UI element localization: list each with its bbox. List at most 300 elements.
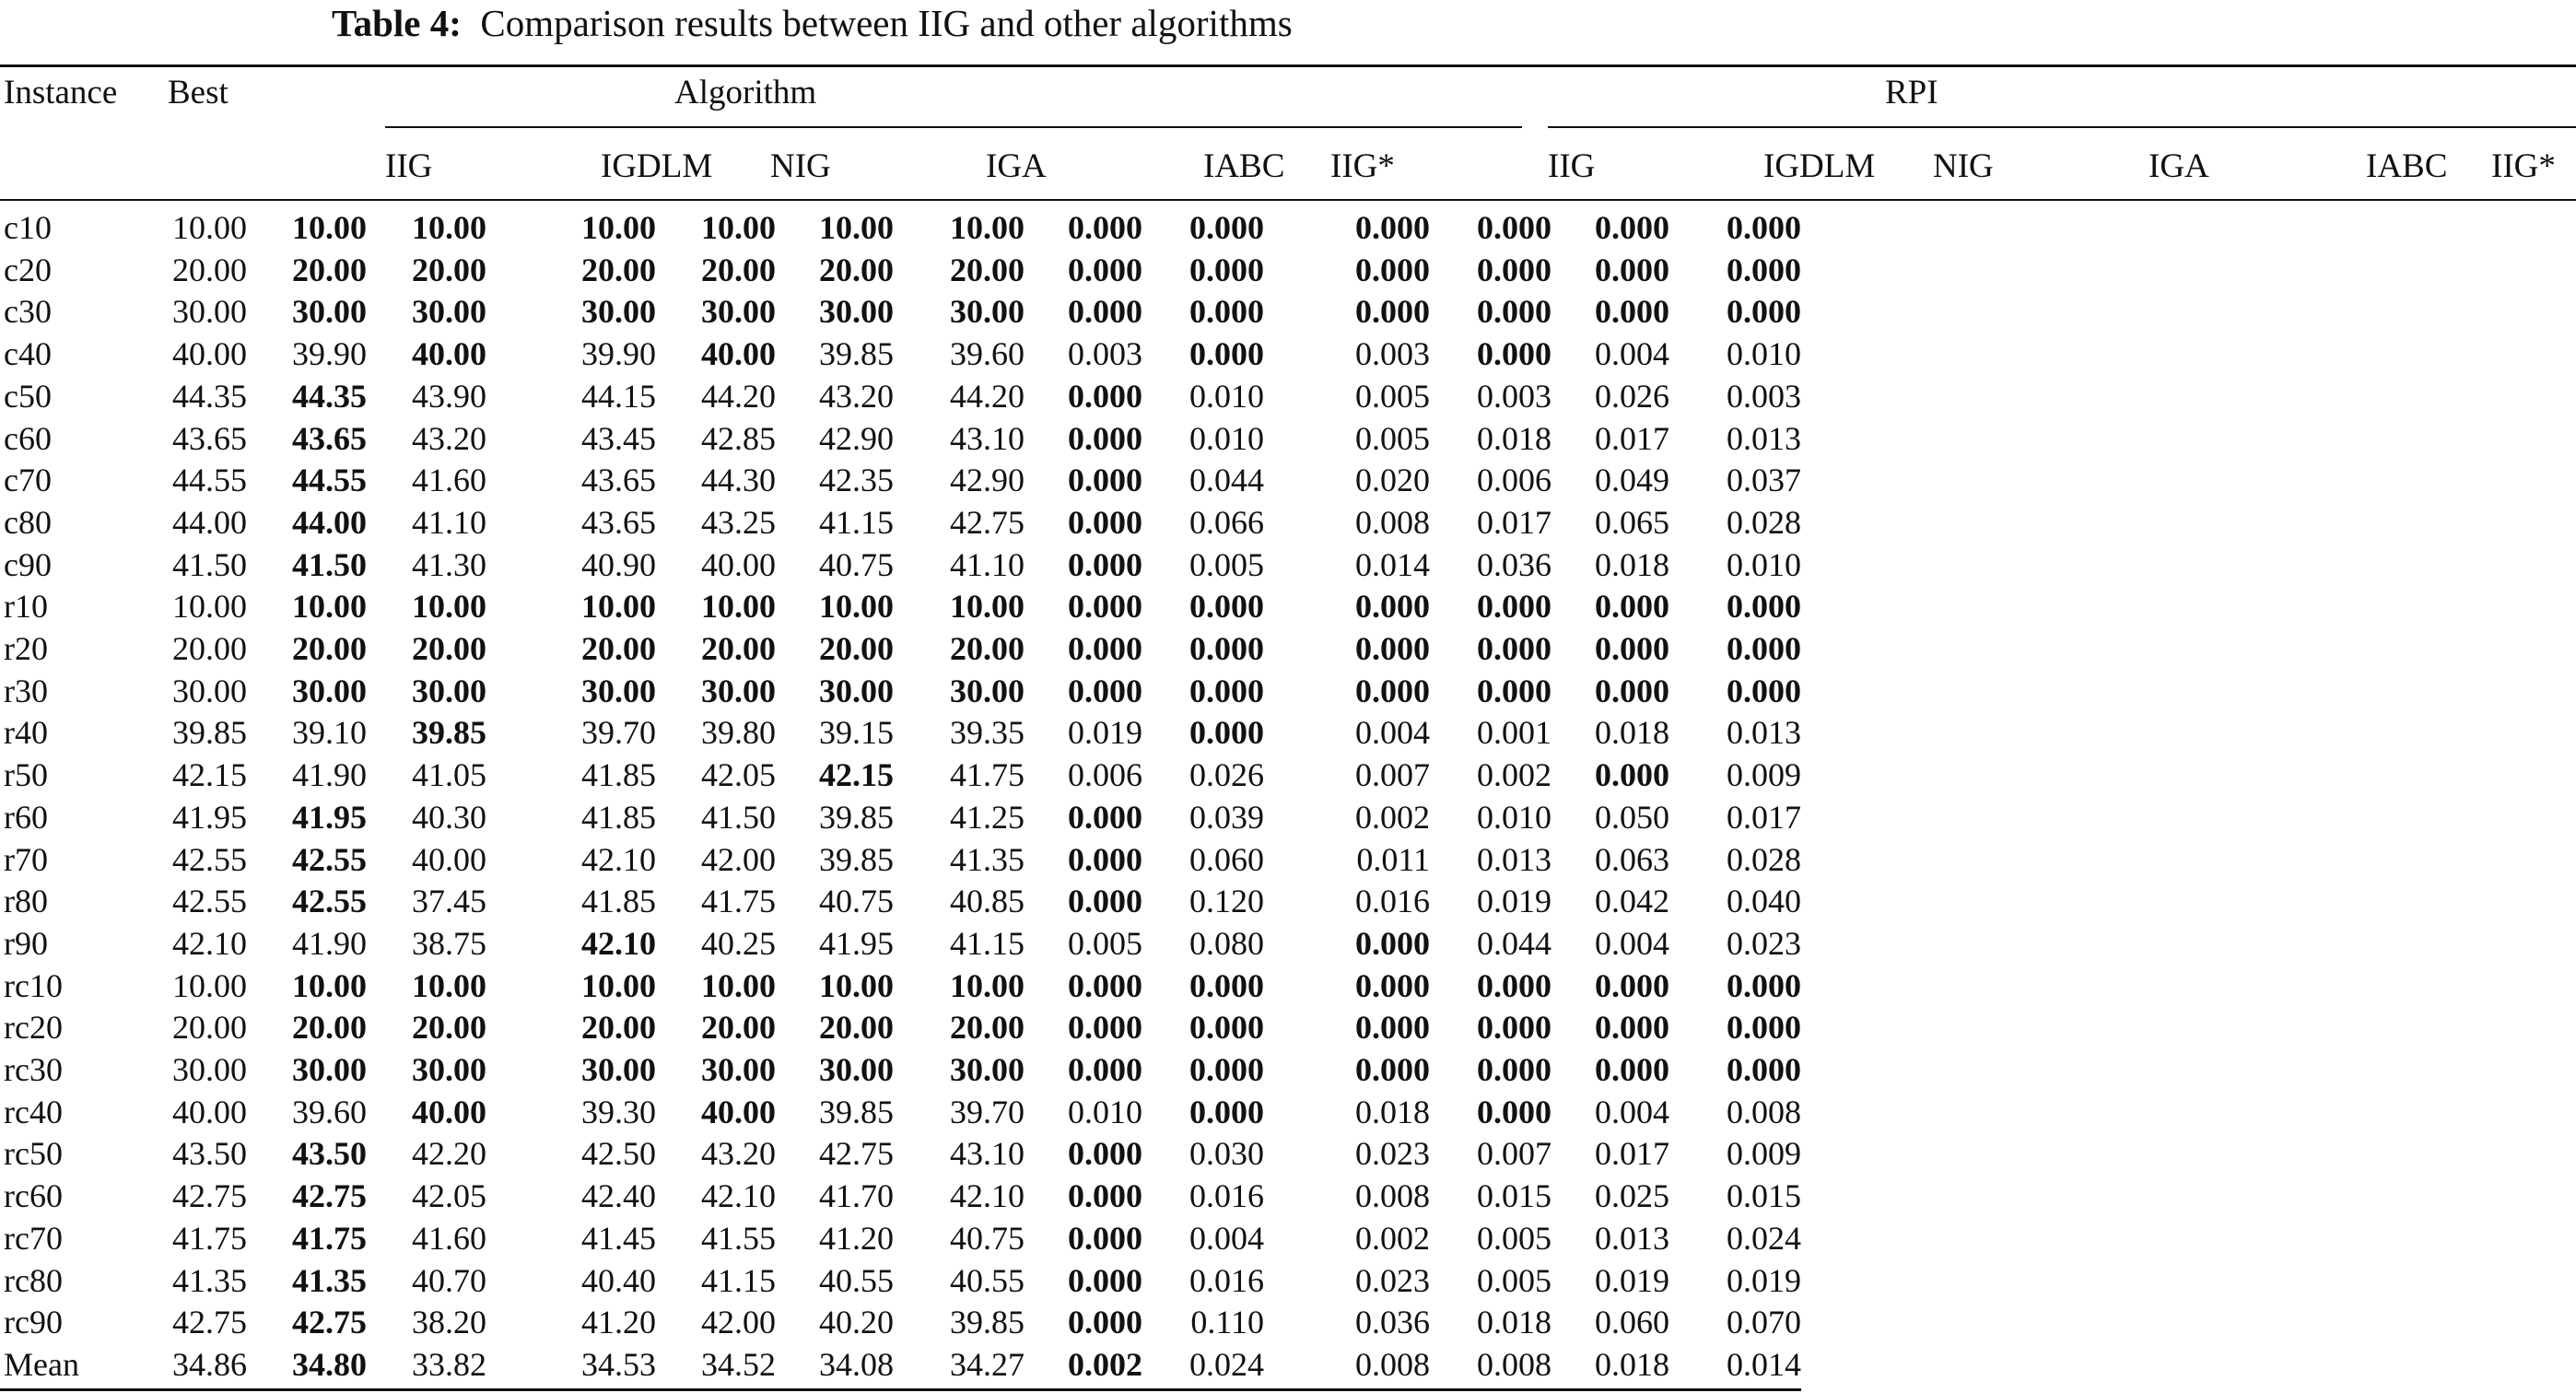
table-cell: 0.000 [1477, 967, 1551, 1004]
table-cell: 34.52 [701, 1346, 776, 1383]
table-cell: 20.00 [819, 252, 894, 288]
table-cell: 0.007 [1355, 756, 1430, 793]
table-cell: 20.00 [701, 252, 776, 288]
table-cell: 42.00 [701, 841, 776, 878]
table-cell: 44.55 [172, 462, 247, 498]
table-cell: 0.040 [1727, 883, 1801, 919]
row-instance-name: c50 [4, 378, 52, 415]
table-cell: 20.00 [950, 1009, 1025, 1046]
table-cell: 0.004 [1595, 1094, 1669, 1130]
table-cell: 39.85 [819, 841, 894, 878]
table-cell: 0.003 [1727, 378, 1801, 415]
table-cell: 41.75 [701, 883, 776, 919]
table-cell: 0.000 [1727, 588, 1801, 625]
table-cell: 0.000 [1727, 1051, 1801, 1088]
table-cell: 40.85 [950, 883, 1025, 919]
table-cell: 40.00 [701, 335, 776, 372]
table-cell: 38.20 [412, 1304, 486, 1340]
table-cell: 44.00 [172, 504, 247, 541]
table-cell: 0.050 [1595, 799, 1669, 836]
table-cell: 39.85 [819, 335, 894, 372]
table-cell: 42.55 [292, 841, 367, 878]
table-cell: 42.55 [292, 883, 367, 919]
table-cell: 0.000 [1355, 967, 1430, 1004]
table-cell: 10.00 [292, 967, 367, 1004]
table-cell: 10.00 [819, 588, 894, 625]
table-cell: 0.005 [1477, 1220, 1551, 1257]
table-cell: 39.10 [292, 714, 367, 751]
table-cell: 43.65 [292, 420, 367, 457]
table-cell: 39.85 [819, 1094, 894, 1130]
table-cell: 0.000 [1595, 252, 1669, 288]
table-cell: 0.016 [1189, 1177, 1264, 1214]
table-cell: 10.00 [581, 967, 656, 1004]
row-instance-name: r90 [4, 925, 48, 962]
table-cell: 39.80 [701, 714, 776, 751]
table-cell: 20.00 [292, 252, 367, 288]
table-cell: 40.90 [581, 546, 656, 583]
row-instance-name: rc80 [4, 1262, 63, 1299]
row-instance-name: rc50 [4, 1135, 63, 1172]
row-instance-name: rc20 [4, 1009, 63, 1046]
table-cell: 10.00 [581, 209, 656, 246]
table-cell: 20.00 [412, 1009, 486, 1046]
table-cell: 42.00 [701, 1304, 776, 1340]
table-cell: 30.00 [581, 293, 656, 330]
table-cell: 10.00 [412, 209, 486, 246]
table-cell: 40.00 [412, 335, 486, 372]
table-cell: 0.000 [1355, 925, 1430, 962]
table-cell: 34.53 [581, 1346, 656, 1383]
table-cell: 0.004 [1355, 714, 1430, 751]
table-cell: 41.60 [412, 1220, 486, 1257]
table-cell: 44.35 [172, 378, 247, 415]
table-cell: 0.000 [1477, 630, 1551, 667]
table-cell: 20.00 [292, 630, 367, 667]
table-cell: 37.45 [412, 883, 486, 919]
table-cell: 0.002 [1355, 799, 1430, 836]
table-cell: 41.90 [292, 925, 367, 962]
table-cell: 0.017 [1595, 420, 1669, 457]
bottom-rule [0, 1388, 1801, 1391]
table-cell: 0.000 [1355, 588, 1430, 625]
row-instance-name: rc40 [4, 1094, 63, 1130]
table-cell: 42.10 [172, 925, 247, 962]
header-algorithm-iabc: IABC [1203, 147, 1285, 185]
table-cell: 41.50 [292, 546, 367, 583]
table-cell: 0.000 [1068, 420, 1142, 457]
table-cell: 0.013 [1477, 841, 1551, 878]
header-rpi-igdlm: IGDLM [1763, 147, 1876, 185]
table-cell: 0.023 [1355, 1262, 1430, 1299]
table-cell: 34.27 [950, 1346, 1025, 1383]
table-cell: 0.013 [1727, 420, 1801, 457]
table-cell: 40.00 [172, 1094, 247, 1130]
table-cell: 43.20 [819, 378, 894, 415]
table-cell: 10.00 [172, 967, 247, 1004]
table-cell: 40.55 [819, 1262, 894, 1299]
table-cell: 39.85 [819, 799, 894, 836]
table-cell: 41.50 [701, 799, 776, 836]
table-cell: 20.00 [412, 630, 486, 667]
table-cell: 41.15 [950, 925, 1025, 962]
table-cell: 10.00 [950, 588, 1025, 625]
table-cell: 41.05 [412, 756, 486, 793]
table-cell: 42.40 [581, 1177, 656, 1214]
header-rpi-group: RPI [1885, 74, 1938, 111]
table-cell: 20.00 [172, 252, 247, 288]
table-cell: 0.000 [1477, 252, 1551, 288]
row-instance-name: r10 [4, 588, 48, 625]
table-cell: 0.003 [1355, 335, 1430, 372]
table-cell: 43.20 [701, 1135, 776, 1172]
table-cell: 41.85 [581, 799, 656, 836]
table-cell: 0.024 [1189, 1346, 1264, 1383]
table-cell: 42.20 [412, 1135, 486, 1172]
table-cell: 0.002 [1068, 1346, 1142, 1383]
table-cell: 0.000 [1189, 335, 1264, 372]
table-cell: 41.70 [819, 1177, 894, 1214]
table-cell: 0.000 [1189, 588, 1264, 625]
table-cell: 0.000 [1068, 841, 1142, 878]
table-cell: 41.85 [581, 883, 656, 919]
table-cell: 10.00 [412, 967, 486, 1004]
table-cell: 30.00 [292, 1051, 367, 1088]
table-cell: 0.000 [1595, 967, 1669, 1004]
table-cell: 0.005 [1068, 925, 1142, 962]
table-cell: 30.00 [172, 673, 247, 709]
row-instance-name: rc70 [4, 1220, 63, 1257]
table-cell: 0.016 [1189, 1262, 1264, 1299]
table-cell: 42.55 [172, 883, 247, 919]
row-instance-name: r80 [4, 883, 48, 919]
table-cell: 42.05 [701, 756, 776, 793]
table-cell: 10.00 [819, 209, 894, 246]
table-cell: 40.30 [412, 799, 486, 836]
table-cell: 44.55 [292, 462, 367, 498]
table-cell: 44.35 [292, 378, 367, 415]
table-cell: 41.75 [292, 1220, 367, 1257]
table-cell: 0.030 [1189, 1135, 1264, 1172]
header-algorithm-nig: NIG [770, 147, 831, 185]
table-cell: 10.00 [292, 588, 367, 625]
table-cell: 43.65 [581, 462, 656, 498]
header-instance: Instance [4, 74, 118, 111]
table-cell: 0.000 [1477, 209, 1551, 246]
table-cell: 42.10 [950, 1177, 1025, 1214]
table-cell: 30.00 [292, 673, 367, 709]
table-cell: 41.50 [172, 546, 247, 583]
table-cell: 20.00 [172, 1009, 247, 1046]
header-rpi-iig-star: IIG* [2491, 147, 2556, 185]
table-cell: 40.75 [950, 1220, 1025, 1257]
top-rule [0, 64, 2576, 67]
table-cell: 0.019 [1727, 1262, 1801, 1299]
table-cell: 10.00 [581, 588, 656, 625]
table-caption [332, 0, 1293, 46]
table-cell: 0.000 [1068, 1304, 1142, 1340]
table-cell: 30.00 [412, 1051, 486, 1088]
row-instance-name: rc30 [4, 1051, 63, 1088]
table-cell: 0.000 [1189, 209, 1264, 246]
table-cell: 42.35 [819, 462, 894, 498]
table-cell: 20.00 [950, 630, 1025, 667]
table-cell: 30.00 [412, 673, 486, 709]
table-cell: 0.010 [1068, 1094, 1142, 1130]
table-cell: 0.018 [1595, 714, 1669, 751]
table-cell: 0.000 [1727, 252, 1801, 288]
table-cell: 0.018 [1477, 1304, 1551, 1340]
table-cell: 0.000 [1355, 293, 1430, 330]
table-cell: 0.010 [1727, 546, 1801, 583]
table-cell: 0.000 [1477, 335, 1551, 372]
header-rule [0, 199, 2576, 201]
table-cell: 39.85 [412, 714, 486, 751]
table-cell: 0.000 [1477, 1094, 1551, 1130]
table-cell: 43.50 [172, 1135, 247, 1172]
table-cell: 0.039 [1189, 799, 1264, 836]
table-cell: 0.000 [1068, 1220, 1142, 1257]
table-cell: 20.00 [701, 630, 776, 667]
table-cell: 0.005 [1477, 1262, 1551, 1299]
table-cell: 40.40 [581, 1262, 656, 1299]
table-cell: 0.000 [1727, 630, 1801, 667]
table-cell: 0.002 [1477, 756, 1551, 793]
table-cell: 34.80 [292, 1346, 367, 1383]
table-cell: 0.036 [1355, 1304, 1430, 1340]
table-cell: 0.000 [1068, 462, 1142, 498]
table-cell: 42.75 [172, 1177, 247, 1214]
table-cell: 38.75 [412, 925, 486, 962]
header-rpi-iga: IGA [2149, 147, 2209, 185]
table-cell: 42.05 [412, 1177, 486, 1214]
table-cell: 0.000 [1355, 1009, 1430, 1046]
table-cell: 0.000 [1477, 588, 1551, 625]
table-cell: 10.00 [950, 209, 1025, 246]
table-cell: 43.10 [950, 420, 1025, 457]
table-cell: 42.90 [819, 420, 894, 457]
header-algorithm-group: Algorithm [674, 74, 817, 111]
table-cell: 39.70 [950, 1094, 1025, 1130]
table-caption-text: Comparison results between IIG and other algorithms [480, 2, 1293, 44]
table-cell: 0.010 [1189, 420, 1264, 457]
table-cell: 41.15 [701, 1262, 776, 1299]
table-cell: 0.000 [1727, 1009, 1801, 1046]
table-cell: 40.00 [412, 841, 486, 878]
table-cell: 30.00 [292, 293, 367, 330]
table-cell: 0.011 [1356, 841, 1430, 878]
table-cell: 39.15 [819, 714, 894, 751]
table-cell: 0.026 [1595, 378, 1669, 415]
table-cell: 0.017 [1727, 799, 1801, 836]
table-cell: 0.008 [1355, 504, 1430, 541]
row-instance-name: c80 [4, 504, 52, 541]
table-cell: 0.049 [1595, 462, 1669, 498]
table-cell: 30.00 [819, 1051, 894, 1088]
table-cell: 40.75 [819, 883, 894, 919]
table-cell: 41.95 [819, 925, 894, 962]
table-cell: 30.00 [950, 1051, 1025, 1088]
table-cell: 0.120 [1189, 883, 1264, 919]
table-cell: 0.000 [1727, 209, 1801, 246]
header-algorithm-iga: IGA [986, 147, 1047, 185]
table-cell: 42.90 [950, 462, 1025, 498]
table-cell: 0.000 [1068, 293, 1142, 330]
table-cell: 0.025 [1595, 1177, 1669, 1214]
row-instance-name: r20 [4, 630, 48, 667]
table-cell: 0.063 [1595, 841, 1669, 878]
table-cell: 42.50 [581, 1135, 656, 1172]
table-cell: 44.00 [292, 504, 367, 541]
table-cell: 0.000 [1189, 630, 1264, 667]
table-cell: 42.75 [292, 1177, 367, 1214]
table-cell: 43.65 [581, 504, 656, 541]
table-cell: 0.000 [1068, 1262, 1142, 1299]
table-cell: 42.10 [581, 841, 656, 878]
table-cell: 0.014 [1727, 1346, 1801, 1383]
table-cell: 0.024 [1727, 1220, 1801, 1257]
table-cell: 20.00 [581, 630, 656, 667]
header-algorithm-igdlm: IGDLM [601, 147, 713, 185]
table-cell: 0.008 [1727, 1094, 1801, 1130]
row-instance-name: c60 [4, 420, 52, 457]
table-cell: 0.005 [1355, 420, 1430, 457]
table-cell: 44.20 [950, 378, 1025, 415]
table-cell: 40.75 [819, 546, 894, 583]
table-cell: 42.75 [292, 1304, 367, 1340]
table-cell: 0.000 [1355, 252, 1430, 288]
table-cell: 0.028 [1727, 841, 1801, 878]
table-cell: 39.70 [581, 714, 656, 751]
table-cell: 42.10 [581, 925, 656, 962]
row-instance-name: r30 [4, 673, 48, 709]
table-cell: 0.000 [1189, 714, 1264, 751]
table-cell: 0.019 [1068, 714, 1142, 751]
table-cell: 20.00 [950, 252, 1025, 288]
table-cell: 0.000 [1189, 252, 1264, 288]
table-cell: 41.35 [292, 1262, 367, 1299]
table-cell: 34.86 [172, 1346, 247, 1383]
table-cell: 0.019 [1477, 883, 1551, 919]
table-cell: 42.75 [950, 504, 1025, 541]
table-cell: 0.026 [1189, 756, 1264, 793]
table-cell: 20.00 [819, 630, 894, 667]
table-cell: 30.00 [701, 1051, 776, 1088]
table-cell: 0.000 [1068, 504, 1142, 541]
table-cell: 0.008 [1355, 1346, 1430, 1383]
table-cell: 10.00 [172, 588, 247, 625]
table-cell: 42.75 [172, 1304, 247, 1340]
table-cell: 0.005 [1355, 378, 1430, 415]
table-cell: 0.000 [1068, 967, 1142, 1004]
table-cell: 43.90 [412, 378, 486, 415]
table-cell: 0.008 [1477, 1346, 1551, 1383]
table-cell: 39.85 [172, 714, 247, 751]
row-instance-name: r60 [4, 799, 48, 836]
table-cell: 42.15 [819, 756, 894, 793]
table-cell: 10.00 [819, 967, 894, 1004]
table-cell: 0.000 [1477, 1009, 1551, 1046]
table-cell: 41.75 [950, 756, 1025, 793]
table-cell: 0.001 [1477, 714, 1551, 751]
table-cell: 0.044 [1189, 462, 1264, 498]
table-cell: 43.45 [581, 420, 656, 457]
table-cell: 0.000 [1355, 630, 1430, 667]
table-cell: 0.066 [1189, 504, 1264, 541]
row-instance-name: c70 [4, 462, 52, 498]
row-instance-name: r40 [4, 714, 48, 751]
table-cell: 0.037 [1727, 462, 1801, 498]
table-cell: 0.008 [1355, 1177, 1430, 1214]
table-cell: 0.042 [1595, 883, 1669, 919]
table-cell: 0.002 [1355, 1220, 1430, 1257]
row-instance-name: r70 [4, 841, 48, 878]
table-cell: 40.00 [412, 1094, 486, 1130]
row-instance-name: c20 [4, 252, 52, 288]
table-cell: 0.000 [1068, 1051, 1142, 1088]
table-cell: 0.000 [1595, 1009, 1669, 1046]
table-cell: 0.000 [1068, 378, 1142, 415]
table-cell: 0.004 [1189, 1220, 1264, 1257]
table-cell: 41.95 [292, 799, 367, 836]
table-cell: 0.009 [1727, 756, 1801, 793]
table-cell: 41.75 [172, 1220, 247, 1257]
table-cell: 41.85 [581, 756, 656, 793]
table-cell: 0.009 [1727, 1135, 1801, 1172]
row-instance-name: c40 [4, 335, 52, 372]
algorithm-group-rule [385, 126, 1522, 128]
table-cell: 39.35 [950, 714, 1025, 751]
header-rpi-nig: NIG [1933, 147, 1994, 185]
table-cell: 43.25 [701, 504, 776, 541]
rpi-group-rule [1548, 126, 2576, 128]
table-cell: 0.010 [1189, 378, 1264, 415]
table-cell: 40.20 [819, 1304, 894, 1340]
table-cell: 0.000 [1068, 252, 1142, 288]
row-instance-name: r50 [4, 756, 48, 793]
table-cell: 20.00 [412, 252, 486, 288]
header-algorithm-iig-star: IIG* [1330, 147, 1395, 185]
table-cell: 0.017 [1477, 504, 1551, 541]
row-instance-name: rc90 [4, 1304, 63, 1340]
table-cell: 0.003 [1068, 335, 1142, 372]
table-cell: 0.000 [1727, 673, 1801, 709]
table-cell: 0.000 [1068, 799, 1142, 836]
table-cell: 39.90 [581, 335, 656, 372]
table-cell: 0.017 [1595, 1135, 1669, 1172]
table-cell: 20.00 [172, 630, 247, 667]
table-cell: 30.00 [581, 673, 656, 709]
table-cell: 41.60 [412, 462, 486, 498]
table-cell: 0.000 [1355, 209, 1430, 246]
table-cell: 0.023 [1355, 1135, 1430, 1172]
table-cell: 43.50 [292, 1135, 367, 1172]
table-cell: 0.080 [1189, 925, 1264, 962]
table-cell: 40.00 [701, 1094, 776, 1130]
table-cell: 40.70 [412, 1262, 486, 1299]
row-instance-name: c90 [4, 546, 52, 583]
table-cell: 30.00 [412, 293, 486, 330]
table-cell: 0.000 [1068, 209, 1142, 246]
table-cell: 44.20 [701, 378, 776, 415]
table-cell: 20.00 [581, 1009, 656, 1046]
table-cell: 0.000 [1727, 293, 1801, 330]
table-cell: 41.20 [819, 1220, 894, 1257]
row-instance-name: rc60 [4, 1177, 63, 1214]
table-cell: 10.00 [172, 209, 247, 246]
table-cell: 0.000 [1189, 1009, 1264, 1046]
table-cell: 39.85 [950, 1304, 1025, 1340]
